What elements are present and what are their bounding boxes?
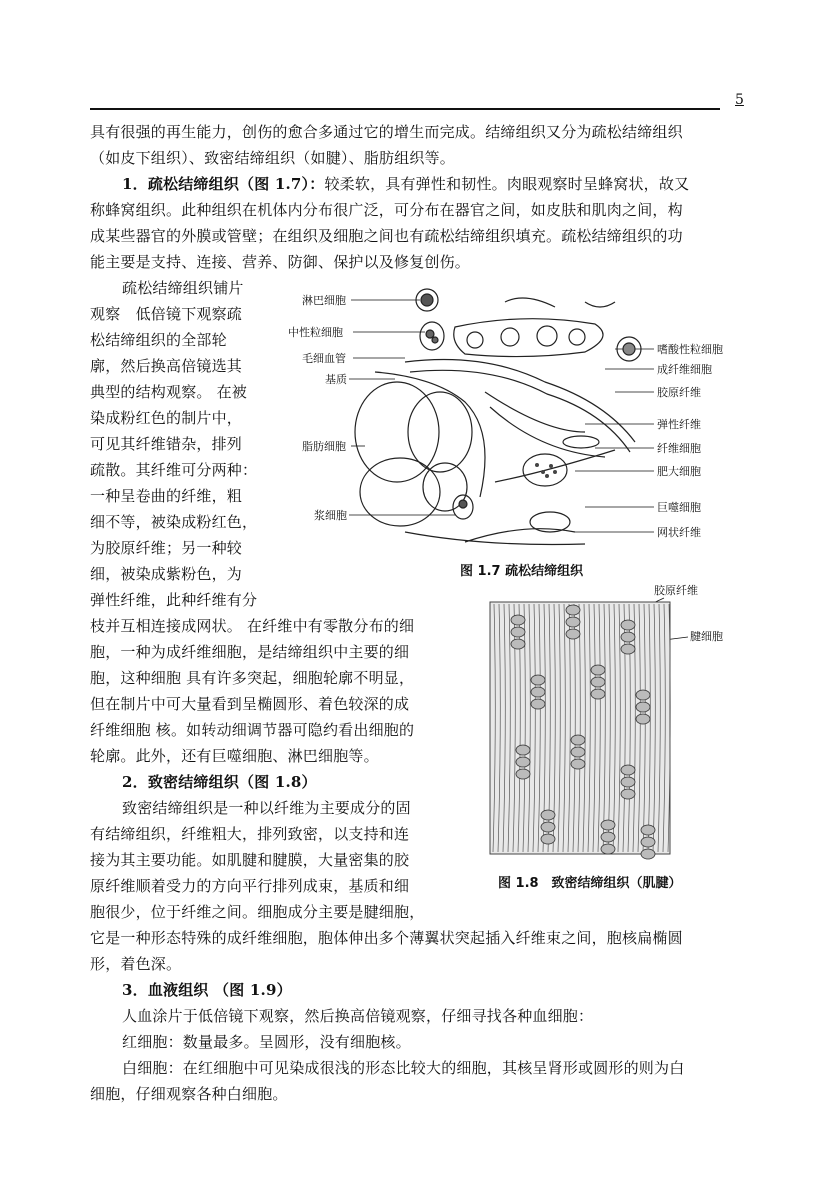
- label-mast-cell: 肥大细胞: [657, 465, 701, 478]
- text-line: 称蜂窝组织。此种组织在机体内分布很广泛，可分布在器官之间，如皮肤和肌肉之间，构: [90, 201, 683, 219]
- figure-loose-connective-tissue: [285, 282, 735, 557]
- label-collagen-fiber-2: 胶原纤维: [654, 584, 698, 597]
- text-line: 能主要是支持、连接、营养、防御、保护以及修复创伤。: [90, 253, 471, 271]
- label-reticular-fiber: 网状纤维: [657, 526, 701, 539]
- label-matrix: 基质: [325, 373, 347, 386]
- text-line: 轮廓。此外，还有巨噬细胞、淋巴细胞等。: [90, 747, 379, 765]
- figure-1-caption-text: 图 1.7 疏松结缔组织: [460, 564, 584, 579]
- label-collagen-fiber: 胶原纤维: [657, 386, 701, 399]
- text-line: 成某些器官的外膜或管壁；在组织及细胞之间也有疏松结缔组织填充。疏松结缔组织的功: [90, 227, 683, 245]
- figure-dense-connective-tissue: [478, 580, 738, 865]
- label-elastic-fiber: 弹性纤维: [657, 418, 701, 431]
- text-line: 1．疏松结缔组织（图 1.7）：较柔软，具有弹性和韧性。肉眼观察时呈蜂窝状，故又: [122, 175, 690, 193]
- text-line: 纤维细胞 核。如转动细调节器可隐约看出细胞的: [90, 721, 415, 739]
- label-eosinophil: 嗜酸性粒细胞: [657, 343, 723, 356]
- text-line: 廓，然后换高倍镜选其: [90, 357, 243, 375]
- label-fibroblast: 成纤维细胞: [657, 363, 712, 376]
- text-line: 松结缔组织的全部轮: [90, 331, 227, 349]
- figure-2-caption: 图 1.8 致密结缔组织（肌腱）: [498, 876, 682, 891]
- label-adipocyte: 脂肪细胞: [302, 440, 346, 453]
- text-line: 细，被染成紫粉色，为: [90, 565, 243, 583]
- label-plasma-cell: 浆细胞: [314, 509, 347, 522]
- text-line: 它是一种形态特殊的成纤维细胞，胞体伸出多个薄翼状突起插入纤维束之间，胞核扁椭圆: [90, 929, 683, 947]
- tendon-drawing: [490, 602, 670, 859]
- label-neutrophil: 中性粒细胞: [288, 326, 343, 339]
- tissue-drawing: [355, 289, 641, 545]
- text-line: 3．血液组织 （图 1.9）: [122, 981, 292, 999]
- text-line: 弹性纤维，此种纤维有分: [90, 591, 258, 609]
- page-number: 5: [735, 92, 744, 108]
- text-line: 胞，一种为成纤维细胞，是结缔组织中主要的细: [90, 643, 410, 661]
- text-line: 疏松结缔组织铺片: [122, 279, 244, 297]
- text-line: 枝并互相连接成网状。 在纤维中有零散分布的细: [90, 617, 415, 635]
- text-line: （如皮下组织）、致密结缔组织（如腱）、脂肪组织等。: [90, 149, 456, 167]
- header-rule: [90, 108, 720, 110]
- text-line: 接为其主要功能。如肌腱和腱膜，大量密集的胶: [90, 851, 410, 869]
- text-line: 致密结缔组织是一种以纤维为主要成分的固: [122, 799, 411, 817]
- text-line: 具有很强的再生能力，创伤的愈合多通过它的增生而完成。结缔组织又分为疏松结缔组织: [90, 123, 683, 141]
- label-capillary: 毛细血管: [302, 352, 346, 365]
- label-tendon-cell: 腱细胞: [690, 630, 723, 643]
- text-line: 红细胞：数量最多。呈圆形，没有细胞核。: [122, 1033, 411, 1051]
- label-lymphocyte: 淋巴细胞: [302, 294, 346, 307]
- label-fibrocyte: 纤维细胞: [657, 442, 701, 455]
- text-line: 有结缔组织，纤维粗大，排列致密，以支持和连: [90, 825, 410, 843]
- text-line: 人血涂片于低倍镜下观察，然后换高倍镜观察，仔细寻找各种血细胞：: [122, 1007, 594, 1025]
- text-line: 细胞，仔细观察各种白细胞。: [90, 1085, 288, 1103]
- text-line: 疏散。其纤维可分两种：: [90, 461, 258, 479]
- text-line: 但在制片中可大量看到呈椭圆形、着色较深的成: [90, 695, 410, 713]
- text-line: 细不等，被染成粉红色，: [90, 513, 258, 531]
- text-line: 典型的结构观察。 在被: [90, 383, 247, 401]
- text-line: 观察 低倍镜下观察疏: [90, 305, 243, 323]
- text-line: 形，着色深。: [90, 955, 182, 973]
- text-line: 胞很少，位于纤维之间。细胞成分主要是腱细胞，: [90, 903, 425, 921]
- text-line: 为胶原纤维；另一种较: [90, 539, 243, 557]
- text-line: 原纤维顺着受力的方向平行排列成束，基质和细: [90, 877, 410, 895]
- text-line: 胞，这种细胞 具有许多突起，细胞轮廓不明显，: [90, 669, 415, 687]
- text-line: 染成粉红色的制片中，: [90, 409, 243, 427]
- text-line: 白细胞：在红细胞中可见染成很浅的形态比较大的细胞，其核呈肾形或圆形的则为白: [122, 1059, 685, 1077]
- text-line: 可见其纤维错杂，排列: [90, 435, 243, 453]
- text-line: 一种呈卷曲的纤维，粗: [90, 487, 243, 505]
- text-line: 2．致密结缔组织（图 1.8）: [122, 773, 317, 791]
- label-macrophage: 巨噬细胞: [657, 501, 701, 514]
